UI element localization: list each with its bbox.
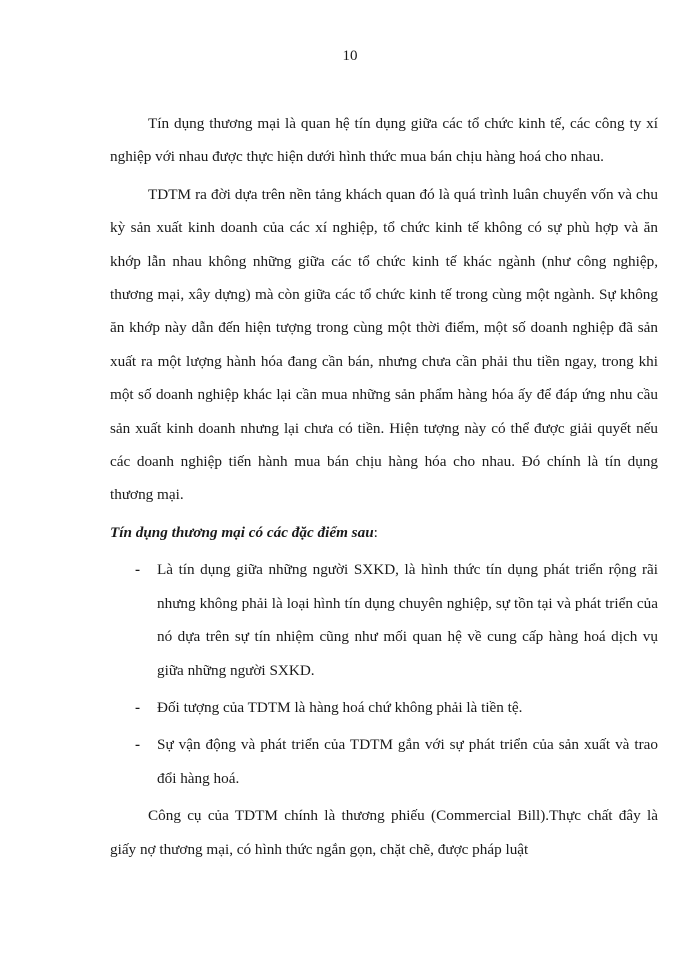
list-item-text: Sự vận động và phát triển của TDTM gắn với sự phát triển của sản xuất và trao đổi hàng hoá.: [157, 736, 658, 787]
list-item: [110, 553, 658, 687]
section-heading: [110, 516, 658, 549]
bullet-dash: -: [135, 561, 141, 579]
bullet-dash: -: [135, 698, 141, 716]
list-item: [110, 691, 658, 724]
features-list: [110, 553, 658, 795]
list-item-text: Là tín dụng giữa những người SXKD, là hình thức tín dụng phát triển rộng rãi nhưng không phải là loại hình tín dụng chuyên nghiệp, sự tồn tại và phát triển của nó dựa trên sự tín nhiệm cũng như mối quan hệ về cung cấp hàng hoá dịch vụ giữa những người SXKD.: [157, 561, 658, 679]
section-heading-text: Tín dụng thương mại có các đặc điểm sau: [110, 523, 374, 541]
paragraph-origin: TDTM ra đời dựa trên nền tảng khách quan đó là quá trình luân chuyển vốn và chu kỳ sản xuất kinh doanh của các xí nghiệp, tổ chức kinh tế không có sự phù hợp và ăn khớp lẫn nhau không những giữa các tổ chức kinh tế khác ngành (như công nghiệp, thương mại, xây dựng) mà còn giữa các tổ chức kinh tế trong cùng một ngành. Sự không ăn khớp này dẫn đến hiện tượng trong cùng một thời điểm, một số doanh nghiệp đã sản xuất ra một lượng hành hóa đang cần bán, nhưng chưa cần phải thu tiền ngay, trong khi một số doanh nghiệp khác lại cần mua những sản phẩm hàng hóa ấy để đáp ứng nhu cầu sản xuất kinh doanh nhưng lại chưa có tiền. Hiện tượng này có thể được giải quyết nếu các doanh nghiệp tiến hành mua bán chịu hàng hóa cho nhau. Đó chính là tín dụng thương mại.: [110, 185, 658, 504]
list-item: [110, 728, 658, 795]
paragraph-definition: Tín dụng thương mại là quan hệ tín dụng giữa các tổ chức kinh tế, các công ty xí nghiệp với nhau được thực hiện dưới hình thức mua bán chịu hàng hoá cho nhau.: [110, 115, 658, 166]
paragraph-instrument: Công cụ của TDTM chính là thương phiếu (Commercial Bill).Thực chất đây là giấy nợ thương mại, có hình thức ngắn gọn, chặt chẽ, được pháp luật: [110, 807, 658, 858]
page-number: 10: [342, 48, 358, 64]
bullet-dash: -: [135, 736, 141, 754]
section-heading-colon: :: [373, 523, 378, 541]
document-body: [110, 107, 658, 866]
list-item-text: Đối tượng của TDTM là hàng hoá chứ không phải là tiền tệ.: [157, 698, 523, 716]
